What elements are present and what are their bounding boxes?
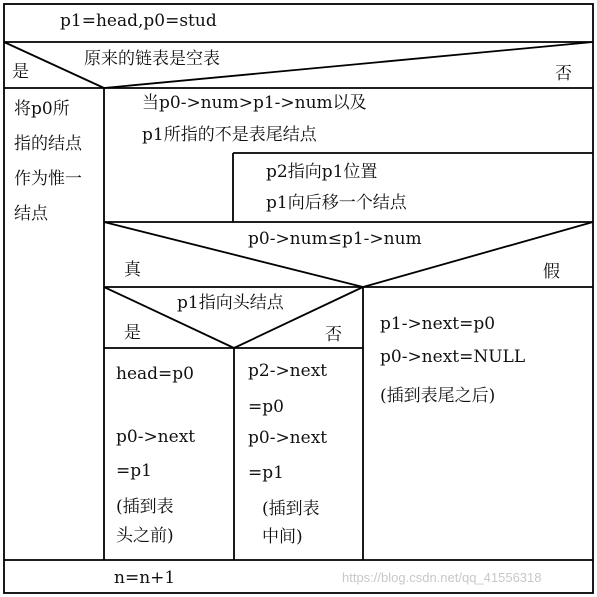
empty-branch-line-3: 作为惟一 [14, 169, 82, 189]
insert-middle-line-2: =p0 [248, 397, 284, 417]
loop-condition-line-2: p1所指的不是表尾结点 [142, 125, 317, 145]
insert-head-line-3: =p1 [116, 461, 152, 481]
empty-no-label: 否 [555, 64, 572, 84]
head-question: p1指向头结点 [177, 293, 284, 313]
insert-tail-line-3: (插到表尾之后) [380, 386, 496, 406]
insert-middle-line-4: =p1 [248, 463, 284, 483]
insert-middle-line-6: 中间) [262, 527, 303, 547]
empty-branch-line-4: 结点 [14, 204, 48, 224]
insert-tail-line-2: p0->next=NULL [380, 347, 526, 367]
compare-true-label: 真 [124, 260, 141, 280]
loop-body-line-2: p1向后移一个结点 [266, 193, 407, 213]
insert-middle-line-5: (插到表 [262, 499, 320, 519]
empty-list-question: 原来的链表是空表 [84, 49, 220, 69]
insert-middle-line-3: p0->next [248, 428, 328, 448]
empty-branch-line-2: 指的结点 [14, 134, 82, 154]
empty-branch-line-1: 将p0所 [14, 99, 70, 119]
compare-false-label: 假 [543, 262, 560, 282]
insert-head-line-1: head=p0 [116, 364, 194, 384]
final-statement: n=n+1 [114, 568, 176, 588]
init-statement: p1=head,p0=stud [60, 11, 217, 31]
loop-condition-line-1: 当p0->num>p1->num以及 [142, 93, 367, 113]
insert-middle-line-1: p2->next [248, 361, 328, 381]
insert-head-line-2: p0->next [116, 427, 196, 447]
insert-head-line-5: 头之前) [116, 526, 174, 546]
insert-tail-line-1: p1->next=p0 [380, 314, 496, 334]
head-yes-label: 是 [124, 323, 141, 343]
compare-question: p0->num≤p1->num [248, 229, 422, 249]
insert-head-line-4: (插到表 [116, 497, 174, 517]
loop-body-line-1: p2指向p1位置 [266, 162, 378, 182]
head-no-label: 否 [325, 325, 342, 345]
empty-yes-label: 是 [12, 62, 29, 82]
watermark-text: https://blog.csdn.net/qq_41556318 [342, 570, 542, 585]
